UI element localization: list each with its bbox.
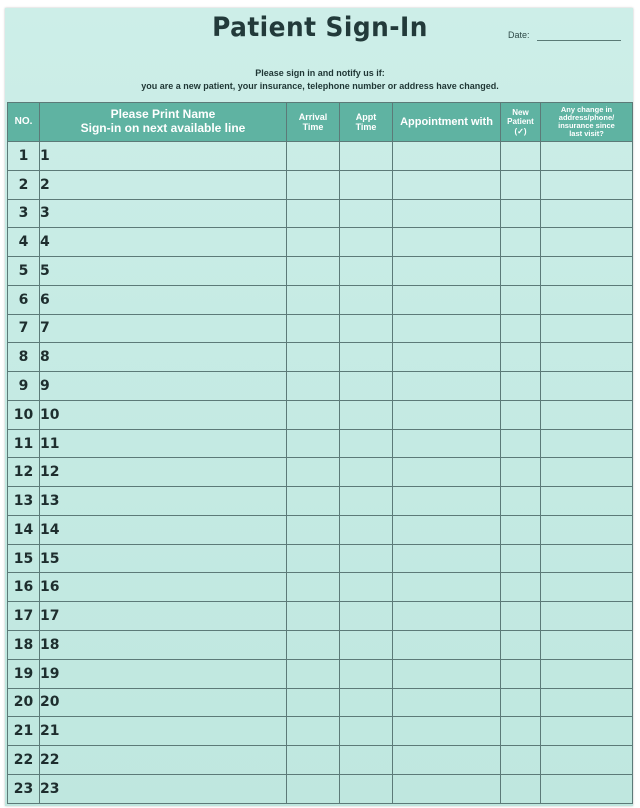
appt-time-field[interactable] [340, 142, 393, 171]
name-field[interactable]: 23 [40, 774, 287, 803]
name-field[interactable]: 3 [40, 199, 287, 228]
appointment-with-field[interactable] [393, 746, 501, 775]
header-change-line-4: last visit? [569, 128, 604, 138]
address-change-field[interactable] [541, 257, 633, 286]
header-new-patient [501, 103, 541, 142]
appointment-with-field[interactable] [393, 688, 501, 717]
header-new-line-1: New [512, 108, 529, 118]
instructions-line-2: you are a new patient, your insurance, telephone number or address have changed. [141, 81, 499, 91]
appointment-with-field[interactable] [393, 170, 501, 199]
appointment-with-field[interactable] [393, 400, 501, 429]
date-label: Date: [508, 30, 530, 40]
address-change-field[interactable] [541, 314, 633, 343]
new-patient-checkbox[interactable] [501, 717, 541, 746]
table-row [8, 170, 633, 199]
appt-time-field[interactable] [340, 314, 393, 343]
table-row [8, 573, 633, 602]
header-any-change [541, 103, 633, 142]
header-arrival-line-1: Arrival [298, 111, 328, 122]
new-patient-checkbox[interactable] [501, 487, 541, 516]
table-row [8, 688, 633, 717]
address-change-field[interactable] [541, 400, 633, 429]
table-row [8, 372, 633, 401]
address-change-field[interactable] [541, 170, 633, 199]
arrival-time-field[interactable] [287, 314, 340, 343]
name-field[interactable]: 9 [40, 372, 287, 401]
row-number: 10 [8, 400, 40, 429]
row-number: 9 [8, 372, 40, 401]
address-change-field[interactable] [541, 285, 633, 314]
appointment-with-field[interactable] [393, 429, 501, 458]
appt-time-field[interactable] [340, 458, 393, 487]
row-number: 4 [8, 228, 40, 257]
new-patient-checkbox[interactable] [501, 602, 541, 631]
address-change-field[interactable] [541, 544, 633, 573]
table-row [8, 142, 633, 171]
appt-time-field[interactable] [340, 199, 393, 228]
name-field[interactable]: 19 [40, 659, 287, 688]
new-patient-checkbox[interactable] [501, 314, 541, 343]
table-row [8, 458, 633, 487]
appointment-with-field[interactable] [393, 285, 501, 314]
header-arrival-time [287, 103, 340, 142]
header-change-line-3: insurance since [558, 121, 615, 130]
table-row [8, 746, 633, 775]
row-number: 11 [8, 429, 40, 458]
address-change-field[interactable] [541, 659, 633, 688]
appointment-with-field[interactable] [393, 717, 501, 746]
appt-time-field[interactable] [340, 285, 393, 314]
appt-time-field[interactable] [340, 573, 393, 602]
address-change-field[interactable] [541, 458, 633, 487]
appt-time-field[interactable] [340, 400, 393, 429]
new-patient-checkbox[interactable] [501, 774, 541, 803]
new-patient-checkbox[interactable] [501, 257, 541, 286]
new-patient-checkbox[interactable] [501, 659, 541, 688]
date-field[interactable] [537, 40, 621, 41]
address-change-field[interactable] [541, 199, 633, 228]
arrival-time-field[interactable] [287, 487, 340, 516]
arrival-time-field[interactable] [287, 458, 340, 487]
appt-time-field[interactable] [340, 774, 393, 803]
appt-time-field[interactable] [340, 487, 393, 516]
name-field[interactable]: 13 [40, 487, 287, 516]
form-title: Patient Sign-In [212, 12, 428, 43]
appointment-with-field[interactable] [393, 573, 501, 602]
appointment-with-field[interactable] [393, 314, 501, 343]
address-change-field[interactable] [541, 602, 633, 631]
appt-time-field[interactable] [340, 688, 393, 717]
arrival-time-field[interactable] [287, 199, 340, 228]
header-appt-line-1: Appt [355, 111, 377, 122]
row-number: 23 [8, 774, 40, 803]
new-patient-checkbox[interactable] [501, 170, 541, 199]
row-number: 13 [8, 487, 40, 516]
appt-time-field[interactable] [340, 343, 393, 372]
arrival-time-field[interactable] [287, 544, 340, 573]
name-field[interactable]: 2 [40, 170, 287, 199]
name-field[interactable]: 14 [40, 515, 287, 544]
header-name-line-2: Sign-in on next available line [80, 121, 246, 135]
arrival-time-field[interactable] [287, 774, 340, 803]
table-row [8, 487, 633, 516]
address-change-field[interactable] [541, 746, 633, 775]
table-row [8, 602, 633, 631]
name-field[interactable]: 11 [40, 429, 287, 458]
row-number: 18 [8, 631, 40, 660]
appt-time-field[interactable] [340, 659, 393, 688]
address-change-field[interactable] [541, 343, 633, 372]
arrival-time-field[interactable] [287, 257, 340, 286]
name-field[interactable]: 6 [40, 285, 287, 314]
address-change-field[interactable] [541, 372, 633, 401]
appointment-with-field[interactable] [393, 228, 501, 257]
appointment-with-field[interactable] [393, 343, 501, 372]
row-number: 14 [8, 515, 40, 544]
table-row [8, 659, 633, 688]
row-number: 2 [8, 170, 40, 199]
instructions-line-1: Please sign in and notify us if: [255, 68, 385, 78]
table-row [8, 400, 633, 429]
new-patient-checkbox[interactable] [501, 631, 541, 660]
arrival-time-field[interactable] [287, 429, 340, 458]
table-row [8, 228, 633, 257]
address-change-field[interactable] [541, 142, 633, 171]
arrival-time-field[interactable] [287, 602, 340, 631]
appointment-with-field[interactable] [393, 142, 501, 171]
address-change-field[interactable] [541, 631, 633, 660]
header-appointment-with [393, 103, 501, 142]
address-change-field[interactable] [541, 487, 633, 516]
table-row [8, 199, 633, 228]
arrival-time-field[interactable] [287, 228, 340, 257]
appt-time-field[interactable] [340, 746, 393, 775]
new-patient-checkbox[interactable] [501, 544, 541, 573]
new-patient-checkbox[interactable] [501, 142, 541, 171]
table-row [8, 285, 633, 314]
table-row [8, 314, 633, 343]
name-field[interactable]: 18 [40, 631, 287, 660]
new-patient-checkbox[interactable] [501, 515, 541, 544]
arrival-time-field[interactable] [287, 400, 340, 429]
header-appt-time [340, 103, 393, 142]
arrival-time-field[interactable] [287, 285, 340, 314]
appt-time-field[interactable] [340, 631, 393, 660]
address-change-field[interactable] [541, 573, 633, 602]
arrival-time-field[interactable] [287, 573, 340, 602]
arrival-time-field[interactable] [287, 515, 340, 544]
name-field[interactable]: 1 [40, 142, 287, 171]
row-number: 16 [8, 573, 40, 602]
row-number: 19 [8, 659, 40, 688]
table-row [8, 515, 633, 544]
name-field[interactable]: 8 [40, 343, 287, 372]
address-change-field[interactable] [541, 688, 633, 717]
header-change-line-2: address/phone/ [558, 113, 615, 123]
row-number: 15 [8, 544, 40, 573]
address-change-field[interactable] [541, 228, 633, 257]
address-change-field[interactable] [541, 429, 633, 458]
arrival-time-field[interactable] [287, 746, 340, 775]
header-arrival-line-2: Time [302, 122, 324, 132]
header-name [40, 103, 287, 142]
appointment-with-field[interactable] [393, 487, 501, 516]
new-patient-checkbox[interactable] [501, 199, 541, 228]
appt-time-field[interactable] [340, 170, 393, 199]
appointment-with-field[interactable] [393, 257, 501, 286]
appointment-with-field[interactable] [393, 659, 501, 688]
appointment-with-field[interactable] [393, 774, 501, 803]
new-patient-checkbox[interactable] [501, 458, 541, 487]
header-no [8, 103, 40, 142]
row-number: 22 [8, 746, 40, 775]
arrival-time-field[interactable] [287, 659, 340, 688]
arrival-time-field[interactable] [287, 717, 340, 746]
name-field[interactable]: 16 [40, 573, 287, 602]
table-row [8, 429, 633, 458]
appt-time-field[interactable] [340, 429, 393, 458]
row-number: 7 [8, 314, 40, 343]
arrival-time-field[interactable] [287, 343, 340, 372]
address-change-field[interactable] [541, 717, 633, 746]
name-field[interactable]: 15 [40, 544, 287, 573]
header-appointment-with-label: Appointment with [400, 115, 493, 128]
appointment-with-field[interactable] [393, 602, 501, 631]
row-number: 6 [8, 285, 40, 314]
new-patient-checkbox[interactable] [501, 343, 541, 372]
new-patient-checkbox[interactable] [501, 429, 541, 458]
appt-time-field[interactable] [340, 602, 393, 631]
new-patient-checkbox[interactable] [501, 688, 541, 717]
row-number: 20 [8, 688, 40, 717]
appt-time-field[interactable] [340, 544, 393, 573]
header-row [8, 103, 633, 142]
row-number: 3 [8, 199, 40, 228]
new-patient-checkbox[interactable] [501, 285, 541, 314]
appointment-with-field[interactable] [393, 515, 501, 544]
table-row [8, 774, 633, 803]
appt-time-field[interactable] [340, 372, 393, 401]
arrival-time-field[interactable] [287, 142, 340, 171]
row-number: 12 [8, 458, 40, 487]
new-patient-checkbox[interactable] [501, 372, 541, 401]
sign-in-table [7, 102, 633, 804]
arrival-time-field[interactable] [287, 170, 340, 199]
header-name-line-1: Please Print Name [110, 107, 216, 122]
appointment-with-field[interactable] [393, 372, 501, 401]
appt-time-field[interactable] [340, 717, 393, 746]
name-field[interactable]: 22 [40, 746, 287, 775]
name-field[interactable]: 7 [40, 314, 287, 343]
appointment-with-field[interactable] [393, 199, 501, 228]
header-no-label: NO. [14, 116, 33, 128]
new-patient-checkbox[interactable] [501, 573, 541, 602]
table-row [8, 544, 633, 573]
arrival-time-field[interactable] [287, 631, 340, 660]
table-row [8, 717, 633, 746]
header-appt-line-2: Time [355, 122, 377, 132]
name-field[interactable]: 4 [40, 228, 287, 257]
appt-time-field[interactable] [340, 228, 393, 257]
name-field[interactable]: 20 [40, 688, 287, 717]
appt-time-field[interactable] [340, 257, 393, 286]
name-field[interactable]: 21 [40, 717, 287, 746]
table-row [8, 631, 633, 660]
row-number: 5 [8, 257, 40, 286]
header-change-line-1: Any change in [560, 105, 613, 115]
header-new-line-3: (✓) [514, 126, 527, 136]
name-field[interactable]: 17 [40, 602, 287, 631]
address-change-field[interactable] [541, 774, 633, 803]
new-patient-checkbox[interactable] [501, 228, 541, 257]
name-field[interactable]: 12 [40, 458, 287, 487]
table-row [8, 257, 633, 286]
appointment-with-field[interactable] [393, 631, 501, 660]
name-field[interactable]: 5 [40, 257, 287, 286]
arrival-time-field[interactable] [287, 688, 340, 717]
row-number: 21 [8, 717, 40, 746]
appt-time-field[interactable] [340, 515, 393, 544]
row-number: 1 [8, 142, 40, 171]
new-patient-checkbox[interactable] [501, 400, 541, 429]
name-field[interactable]: 10 [40, 400, 287, 429]
row-number: 17 [8, 602, 40, 631]
appointment-with-field[interactable] [393, 458, 501, 487]
row-number: 8 [8, 343, 40, 372]
new-patient-checkbox[interactable] [501, 746, 541, 775]
table-row [8, 343, 633, 372]
appointment-with-field[interactable] [393, 544, 501, 573]
arrival-time-field[interactable] [287, 372, 340, 401]
address-change-field[interactable] [541, 515, 633, 544]
header-new-line-2: Patient [507, 117, 534, 127]
